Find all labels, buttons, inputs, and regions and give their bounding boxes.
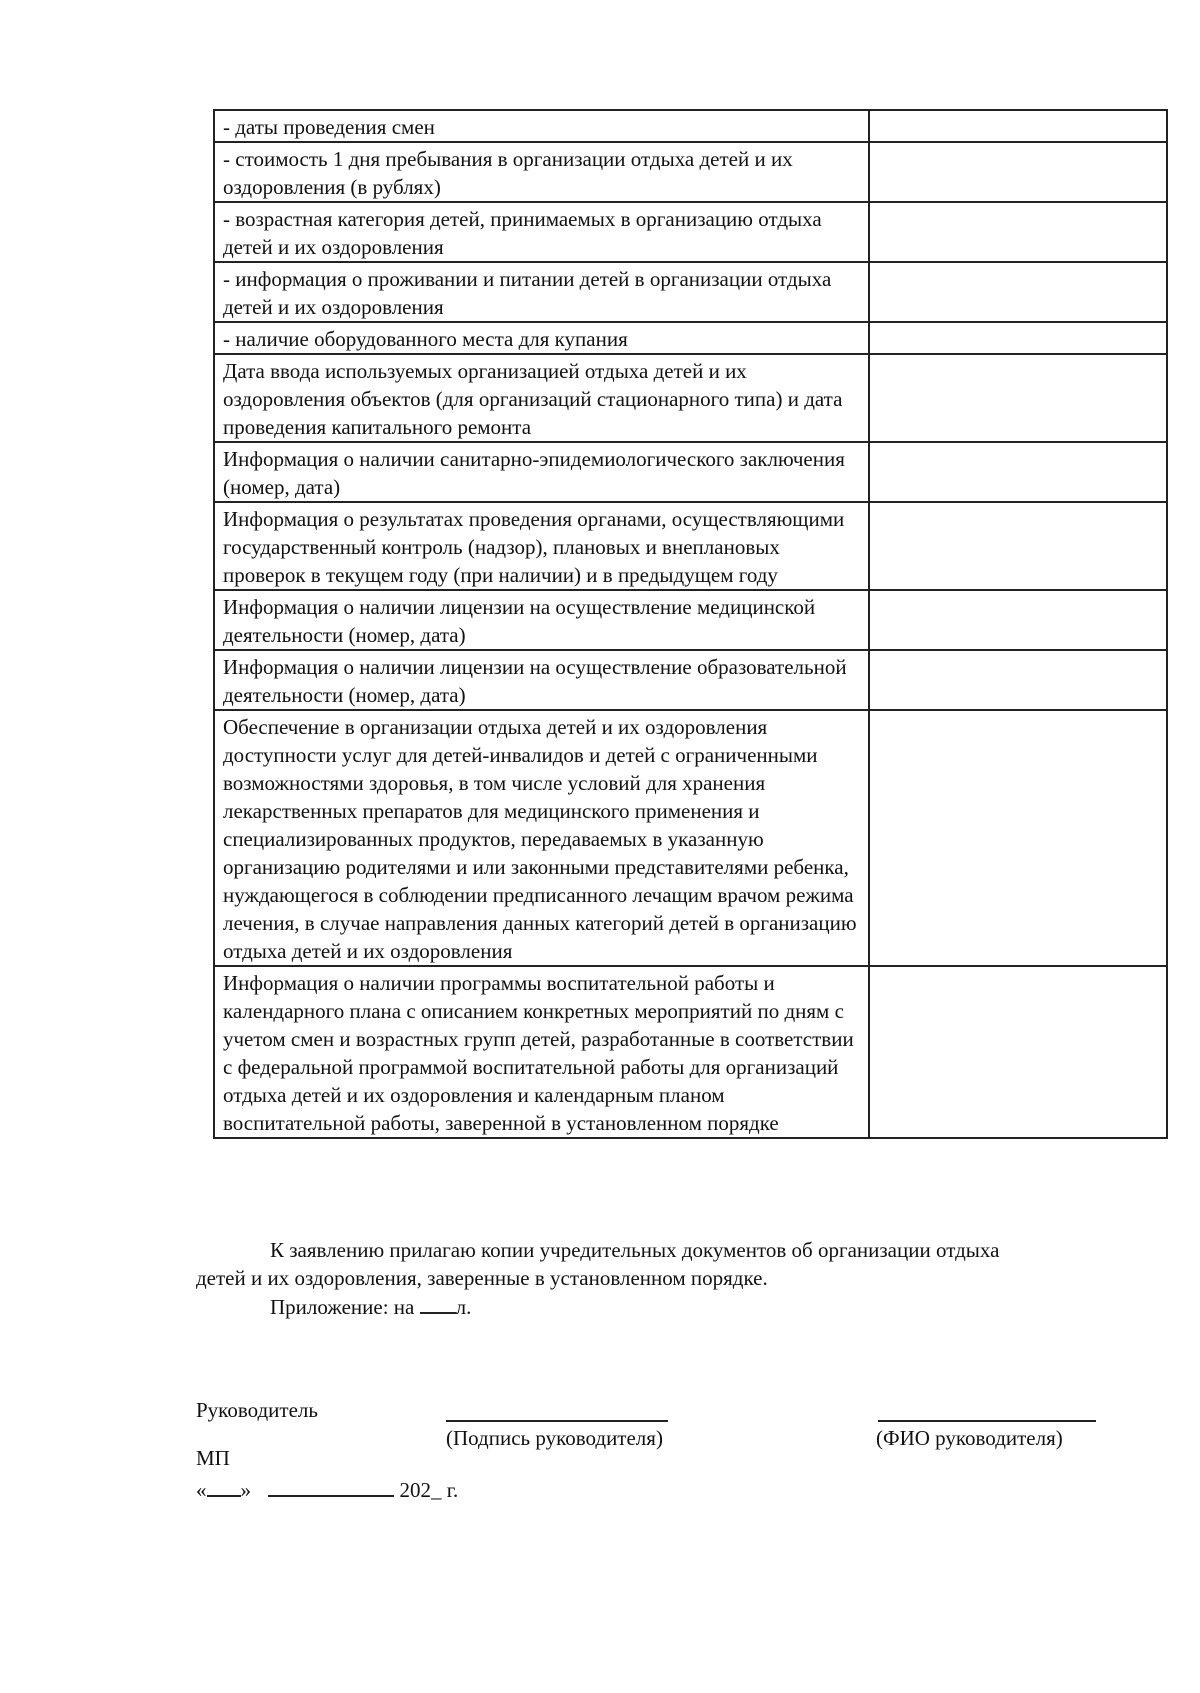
row-value-cell[interactable] (869, 590, 1167, 650)
table-body (214, 110, 1167, 1138)
row-value-cell[interactable] (869, 110, 1167, 142)
table-row (214, 966, 1167, 1138)
table-row (214, 442, 1167, 502)
fio-caption: (ФИО руководителя) (876, 1426, 1063, 1450)
fio-line[interactable] (878, 1420, 1096, 1422)
appendix-line (270, 1293, 471, 1321)
table-row (214, 354, 1167, 442)
row-label-cell: Информация о наличии санитарно-эпидемиологического заключения (номер, дата) (214, 442, 869, 502)
table-row (214, 710, 1167, 966)
table-row (214, 110, 1167, 142)
row-label-cell: Дата ввода используемых организацией отдыха детей и их оздоровления объектов (для организаций стационарного типа) и дата проведения капитального ремонта (214, 354, 869, 442)
row-label-cell: - стоимость 1 дня пребывания в организации отдыха детей и их оздоровления (в рублях) (214, 142, 869, 202)
date-close-quote: » (240, 1478, 251, 1502)
row-label-cell: Информация о наличии лицензии на осуществление медицинской деятельности (номер, дата) (214, 590, 869, 650)
date-day-blank[interactable] (207, 1495, 241, 1497)
date-line (196, 1476, 458, 1504)
table-row (214, 502, 1167, 590)
row-value-cell[interactable] (869, 262, 1167, 322)
attachment-text-line1: К заявлению прилагаю копии учредительных документов об организации отдыха (270, 1238, 1000, 1262)
row-value-cell[interactable] (869, 354, 1167, 442)
row-label-cell: Информация о результатах проведения органами, осуществляющими государственный контроль (надзор), плановых и внеплановых проверок в текущем году (при наличии) и в предыдущем году (214, 502, 869, 590)
row-label-cell: - возрастная категория детей, принимаемых в организацию отдыха детей и их оздоровления (214, 202, 869, 262)
table-row (214, 142, 1167, 202)
table-row (214, 262, 1167, 322)
appendix-pages-blank[interactable] (420, 1312, 456, 1314)
stamp-label: МП (196, 1446, 230, 1470)
head-label: Руководитель (196, 1398, 318, 1422)
row-label-cell: Обеспечение в организации отдыха детей и их оздоровления доступности услуг для детей-инвалидов и детей с ограниченными возможностями здоровья, в том числе условий для хранения лекарственных препаратов для медицинского применения и специализированных продуктов, передаваемых в указанную организацию родителями и или законными представителями ребенка, нуждающегося в соблюдении предписанного лечащим врачом режима лечения, в случае направления данных категорий детей в организацию отдыха детей и их оздоровления (214, 710, 869, 966)
attachment-text-line2: детей и их оздоровления, заверенные в установленном порядке. (196, 1266, 768, 1290)
row-label-cell: Информация о наличии программы воспитательной работы и календарного плана с описанием конкретных мероприятий по дням с учетом смен и возрастных групп детей, разработанные в соответствии с федеральной программой воспитательной работы для организаций отдыха детей и их оздоровления и календарным планом воспитательной работы, заверенной в установленном порядке (214, 966, 869, 1138)
table-row (214, 322, 1167, 354)
row-label-cell: - наличие оборудованного места для купания (214, 322, 869, 354)
date-year: 202_ г. (399, 1478, 459, 1502)
table-row (214, 202, 1167, 262)
signature-line[interactable] (446, 1420, 668, 1422)
row-value-cell[interactable] (869, 442, 1167, 502)
table-row (214, 590, 1167, 650)
application-info-table (213, 109, 1168, 1139)
row-value-cell[interactable] (869, 710, 1167, 966)
date-open-quote: « (196, 1478, 207, 1502)
date-month-blank[interactable] (268, 1495, 394, 1497)
appendix-prefix: Приложение: на (270, 1295, 415, 1319)
appendix-suffix: л. (455, 1295, 472, 1319)
row-label-cell: Информация о наличии лицензии на осуществление образовательной деятельности (номер, дата) (214, 650, 869, 710)
row-value-cell[interactable] (869, 142, 1167, 202)
signature-caption: (Подпись руководителя) (446, 1426, 663, 1450)
row-value-cell[interactable] (869, 322, 1167, 354)
row-value-cell[interactable] (869, 202, 1167, 262)
row-label-cell: - даты проведения смен (214, 110, 869, 142)
row-value-cell[interactable] (869, 966, 1167, 1138)
row-value-cell[interactable] (869, 502, 1167, 590)
row-value-cell[interactable] (869, 650, 1167, 710)
table-row (214, 650, 1167, 710)
row-label-cell: - информация о проживании и питании детей в организации отдыха детей и их оздоровления (214, 262, 869, 322)
